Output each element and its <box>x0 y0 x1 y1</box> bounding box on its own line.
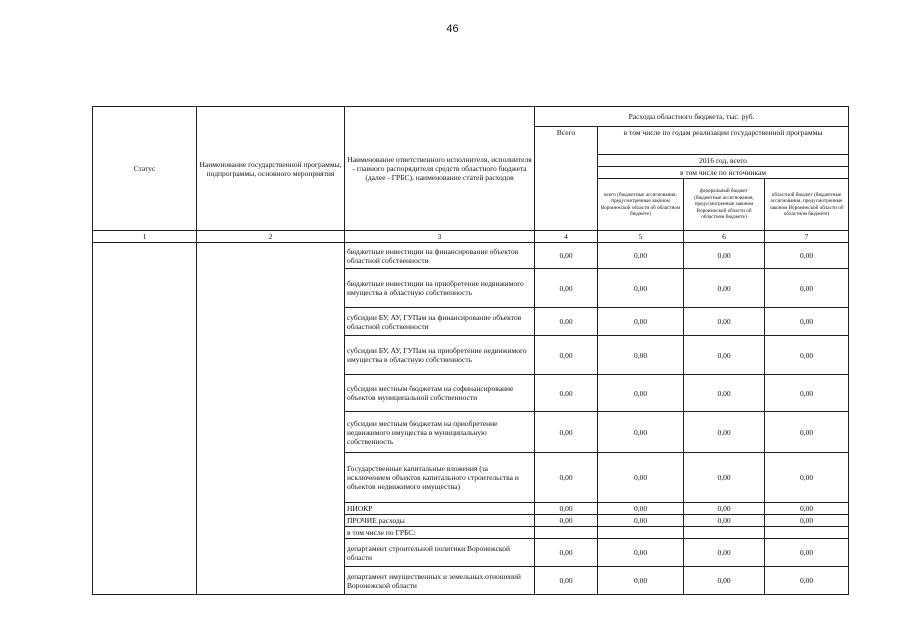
row-name: субсидии БУ, АУ, ГУПам на финансирование объектов областной собственности <box>345 308 535 336</box>
header-source-regional: областной бюджет (бюджетные ассигнования, предусмотренные законом Воронежской области об областном бюджете) <box>765 179 849 231</box>
row-name: в том числе по ГРБС: <box>345 527 535 539</box>
row-value: 0,00 <box>598 375 684 412</box>
row-value <box>765 527 849 539</box>
row-value: 0,00 <box>535 336 598 375</box>
row-value: 0,00 <box>535 453 598 503</box>
column-number: 2 <box>197 231 345 243</box>
header-total: Всего <box>535 127 598 231</box>
page-number: 46 <box>446 23 459 35</box>
row-value: 0,00 <box>765 243 849 269</box>
row-value: 0,00 <box>535 243 598 269</box>
header-source-federal: федеральный бюджет (бюджетные ассигнования, предусмотренные законом Воронежской области об областном бюджете) <box>684 179 765 231</box>
row-value: 0,00 <box>765 515 849 527</box>
row-value: 0,00 <box>684 375 765 412</box>
row-value: 0,00 <box>765 269 849 308</box>
row-value: 0,00 <box>535 539 598 567</box>
row-value: 0,00 <box>535 269 598 308</box>
row-name: бюджетные инвестиции на финансирование объектов областной собственности <box>345 243 535 269</box>
row-value: 0,00 <box>765 453 849 503</box>
row-value: 0,00 <box>535 567 598 595</box>
row-value: 0,00 <box>765 336 849 375</box>
row-value: 0,00 <box>684 308 765 336</box>
row-value: 0,00 <box>684 515 765 527</box>
table-row <box>93 243 849 269</box>
row-value: 0,00 <box>765 539 849 567</box>
row-value <box>535 527 598 539</box>
row-value: 0,00 <box>765 308 849 336</box>
row-value: 0,00 <box>598 515 684 527</box>
row-value: 0,00 <box>765 375 849 412</box>
row-value: 0,00 <box>598 243 684 269</box>
row-value: 0,00 <box>598 539 684 567</box>
row-value: 0,00 <box>684 336 765 375</box>
row-name: Государственные капитальные вложения (за исключением объектов капитального строительства и объектов недвижимого имущества) <box>345 453 535 503</box>
header-source-all: всего (бюджетные ассигнования, предусмотренные законом Воронежской области об областном бюджете) <box>598 179 684 231</box>
column-number: 7 <box>765 231 849 243</box>
row-name: субсидии местным бюджетам на софинансирование объектов муниципальной собственности <box>345 375 535 412</box>
row-value: 0,00 <box>684 243 765 269</box>
header-program-name: Наименование государственной программы, подпрограммы, основного мероприятия <box>197 107 345 231</box>
status-cell <box>93 243 197 595</box>
row-value: 0,00 <box>598 308 684 336</box>
column-number: 6 <box>684 231 765 243</box>
header-expenses-title: Расходы областного бюджета, тыс. руб. <box>535 107 849 127</box>
row-value: 0,00 <box>684 269 765 308</box>
row-value: 0,00 <box>598 336 684 375</box>
row-value: 0,00 <box>598 269 684 308</box>
row-name: субсидии БУ, АУ, ГУПам на приобретение недвижимого имущества в областную собственность <box>345 336 535 375</box>
column-number: 3 <box>345 231 535 243</box>
header-year-total: 2016 год, всего <box>598 155 849 167</box>
header-by-years: в том числе по годам реализации государственной программы <box>598 127 849 155</box>
row-value: 0,00 <box>535 515 598 527</box>
row-value: 0,00 <box>535 375 598 412</box>
row-value: 0,00 <box>684 412 765 453</box>
row-value: 0,00 <box>684 567 765 595</box>
row-value: 0,00 <box>598 453 684 503</box>
row-value: 0,00 <box>598 567 684 595</box>
row-value: 0,00 <box>765 412 849 453</box>
row-value: 0,00 <box>684 503 765 515</box>
row-value <box>684 527 765 539</box>
column-number: 1 <box>93 231 197 243</box>
row-value: 0,00 <box>684 453 765 503</box>
row-value: 0,00 <box>535 308 598 336</box>
program-name-cell <box>197 243 345 595</box>
row-value: 0,00 <box>765 567 849 595</box>
column-number: 4 <box>535 231 598 243</box>
row-name: ПРОЧИЕ расходы <box>345 515 535 527</box>
budget-table <box>92 106 849 595</box>
row-value: 0,00 <box>598 412 684 453</box>
row-name: бюджетные инвестиции на приобретение недвижимого имущества в областную собственность <box>345 269 535 308</box>
header-status: Статус <box>93 107 197 231</box>
row-value: 0,00 <box>535 412 598 453</box>
row-name: департамент имущественных и земельных отношений Воронежской области <box>345 567 535 595</box>
header-by-sources: в том числе по источникам <box>598 167 849 179</box>
row-value: 0,00 <box>765 503 849 515</box>
row-value <box>598 527 684 539</box>
row-value: 0,00 <box>598 503 684 515</box>
row-name: субсидии местным бюджетам на приобретение недвижимого имущества в муниципальную собственность <box>345 412 535 453</box>
row-value: 0,00 <box>535 503 598 515</box>
row-name: департамент строительной политики Воронежской области <box>345 539 535 567</box>
header-executor: Наименование ответственного исполнителя, исполнителя - главного распорядителя средств областного бюджета (далее - ГРБС), наименование статей расходов <box>345 107 535 231</box>
column-numbers-row <box>93 231 849 243</box>
row-value: 0,00 <box>684 539 765 567</box>
column-number: 5 <box>598 231 684 243</box>
row-name: НИОКР <box>345 503 535 515</box>
